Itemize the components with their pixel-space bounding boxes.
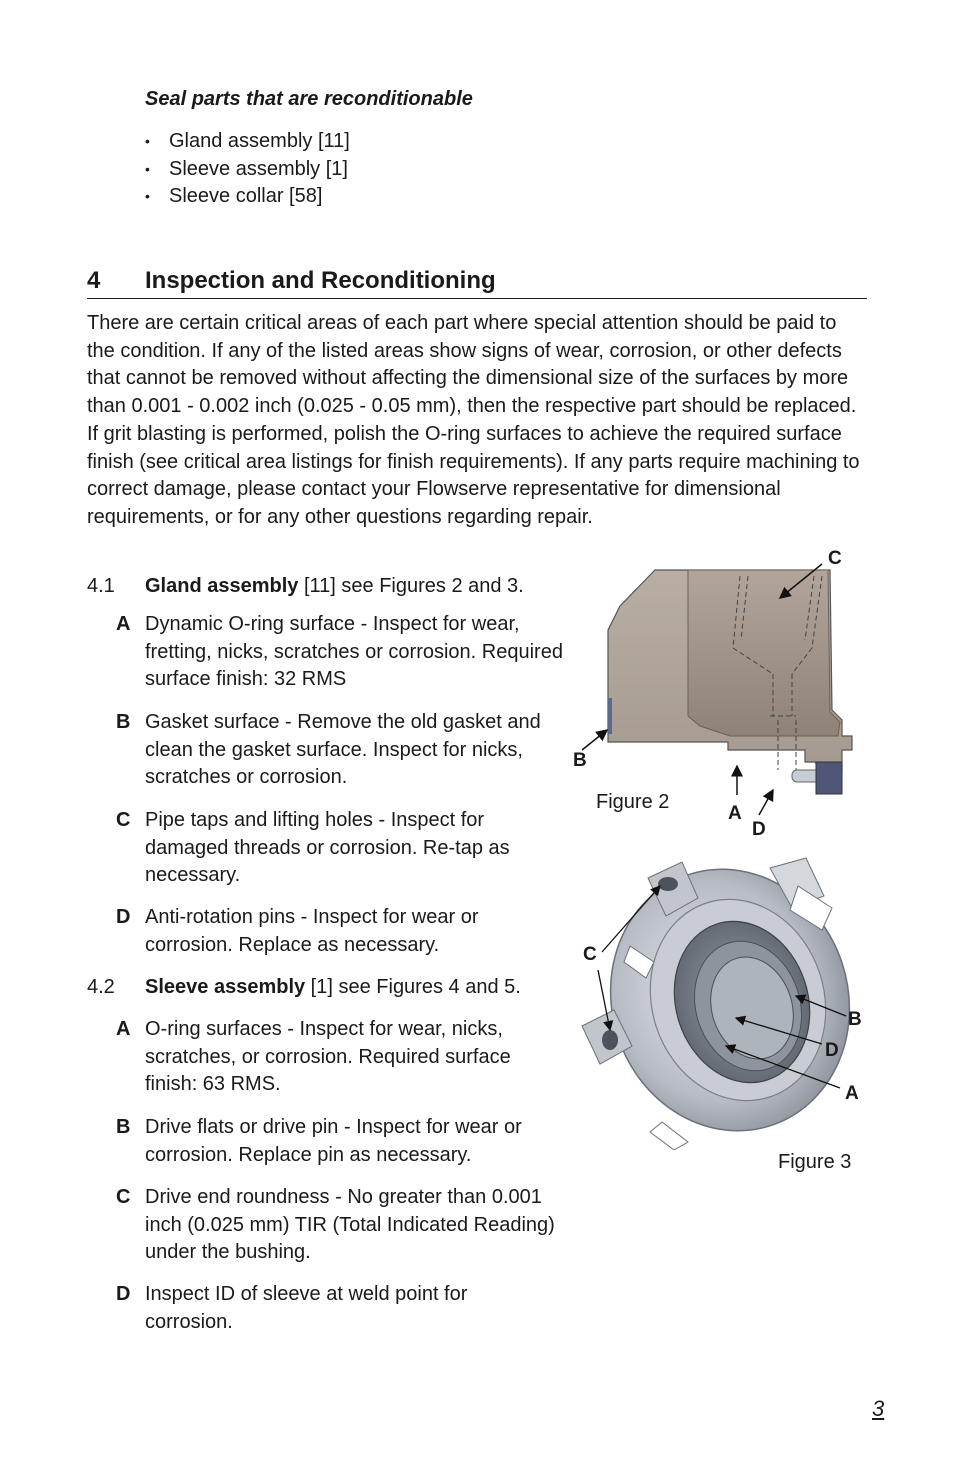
item-text: Anti-rotation pins - Inspect for wear or corrosion. Replace as necessary. <box>145 906 479 956</box>
item-text: Inspect ID of sleeve at weld point for corrosion. <box>145 1283 468 1333</box>
item-text: O-ring surfaces - Inspect for wear, nicks, scratches, or corrosion. Required surface finish: 63 RMS. <box>145 1018 511 1096</box>
item-letter: B <box>116 711 131 733</box>
list-item: • Sleeve collar [58] <box>145 183 350 211</box>
figure-3-label: Figure 3 <box>778 1151 852 1173</box>
subsection-gland <box>87 573 567 601</box>
item-letter: A <box>116 613 131 635</box>
reconditionable-list <box>145 128 350 211</box>
list-item: • Gland assembly [11] <box>145 128 350 156</box>
item-letter: D <box>116 1283 131 1305</box>
item-letter: D <box>116 906 131 928</box>
figure-3-callout-a: A <box>845 1083 859 1104</box>
section-intro: There are certain critical areas of each part where special attention should be paid to the condition. If any of the listed areas show signs of wear, corrosion, or other defects that cannot be removed without affecting the dimensional size of the surfaces by more than 0.001 - 0.002 inch (0.025 - 0.05 mm), then the respective part should be replaced. If grit blasting is performed, polish the O-ring surfaces to achieve the required surface finish (see critical area listings for finish requirements). If any parts require machining to correct damage, please contact your Flowserve representative for dimensional requirements, or for any other questions regarding repair. <box>87 312 860 528</box>
subsection-ref: [1] see Figures 4 and 5. <box>305 976 521 998</box>
reconditionable-title: Seal parts that are reconditionable <box>145 88 473 110</box>
list-item: • Sleeve assembly [1] <box>145 156 350 184</box>
section-heading <box>87 264 867 299</box>
figure-2-callout-b: B <box>573 750 587 771</box>
subsection-heading <box>145 573 524 601</box>
figure-2-callout-c: C <box>828 548 842 569</box>
item-text: Drive end roundness - No greater than 0.001 inch (0.025 mm) TIR (Total Indicated Reading) under the bushing. <box>145 1186 555 1264</box>
subsection-number: 4.1 <box>87 575 115 597</box>
item-letter: C <box>116 809 131 831</box>
subsection-name: Sleeve assembly <box>145 976 306 998</box>
subsection-sleeve <box>87 974 567 1002</box>
item-text: Pipe taps and lifting holes - Inspect for damaged threads or corrosion. Re-tap as necessary. <box>145 809 510 887</box>
subsection-name: Gland assembly <box>145 575 299 597</box>
section-number: 4 <box>87 267 101 294</box>
subsection-ref: [11] see Figures 2 and 3. <box>298 575 524 597</box>
page-number: 3 <box>872 1396 885 1421</box>
item-letter: B <box>116 1116 131 1138</box>
subsection-number: 4.2 <box>87 976 115 998</box>
section-title: Inspection and Reconditioning <box>145 267 496 294</box>
item-text: Drive flats or drive pin - Inspect for wear or corrosion. Replace pin as necessary. <box>145 1116 522 1166</box>
figure-2-label: Figure 2 <box>596 791 670 813</box>
figure-2-callout-a: A <box>728 803 742 824</box>
item-letter: C <box>116 1186 131 1208</box>
item-text: Gasket surface - Remove the old gasket and clean the gasket surface. Inspect for nicks, scratches or corrosion. <box>145 711 541 789</box>
figure-3-callout-d: D <box>825 1040 839 1061</box>
figure-2-callout-d: D <box>752 819 766 840</box>
figure-3-drawing <box>570 850 870 1150</box>
subsection-heading <box>145 974 521 1002</box>
figure-3-callout-b: B <box>848 1009 862 1030</box>
item-letter: A <box>116 1018 131 1040</box>
item-text: Dynamic O-ring surface - Inspect for wear, fretting, nicks, scratches or corrosion. Required surface finish: 32 RMS <box>145 613 563 691</box>
figure-3-callout-c: C <box>583 944 597 965</box>
